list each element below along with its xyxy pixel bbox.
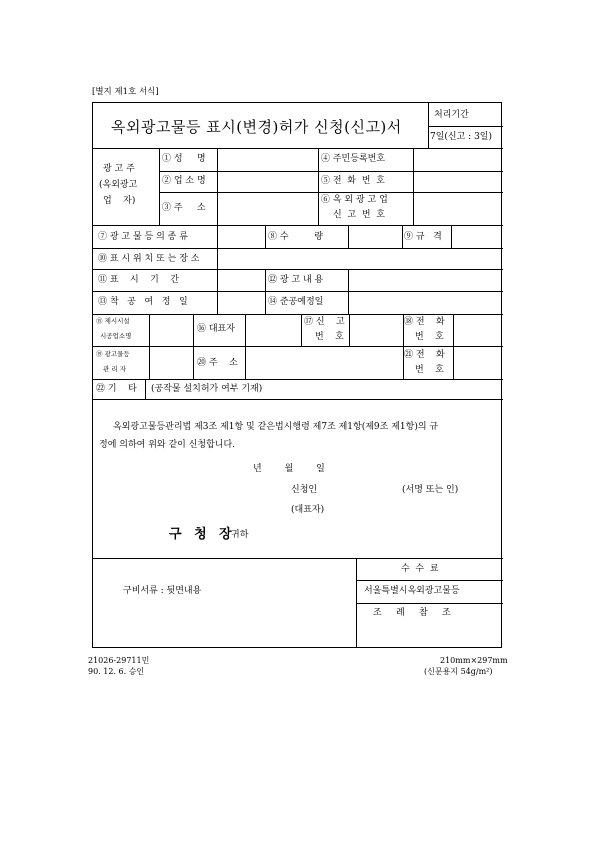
application-form: [92, 102, 502, 648]
fee-reference-2: 조 례 참 조: [373, 608, 451, 618]
label-report: ⑰ 신 고: [304, 317, 345, 327]
label-display-location: ⑩ 표 시 위 치 또 는 장 소: [98, 254, 200, 264]
form-tag: [별지 제1호 서식]: [92, 87, 159, 97]
label-business-name: ② 업 소 명: [162, 176, 206, 186]
approval-date: 90. 12. 6. 승인: [88, 667, 145, 676]
label-address: ③ 주 소: [162, 203, 206, 213]
recipient-honorific: 귀하: [231, 530, 249, 540]
label-representative: ⑯ 대표자: [197, 324, 235, 334]
label-ad-type: ⑦ 광 고 물 등 의 종 류: [98, 232, 188, 242]
label-manager-phone-2: 번 호: [415, 365, 444, 375]
applicant-group-label-2: (옥외광고: [99, 180, 138, 190]
label-display-period: ⑪ 표 시 기 간: [98, 275, 179, 285]
label-registration-number: 신 고 번 호: [333, 210, 385, 220]
label-contractor-phone-2: 번 호: [415, 332, 444, 342]
signature-label: (서명 또는 인): [402, 485, 459, 495]
label-completion-date: ⑭ 준공예정일: [268, 297, 324, 307]
label-report-number: 번 호: [315, 332, 344, 342]
label-quantity: ⑧ 수 량: [268, 232, 323, 242]
required-documents: 구비서류 : 뒷면내용: [123, 586, 202, 596]
label-contractor-2: 시공업소명: [100, 332, 132, 340]
label-contractor: ⑮ 제시시설: [96, 317, 130, 325]
form-title: 옥외광고물등 표시(변경)허가 신청(신고)서: [111, 118, 402, 136]
applicant-group-label-3: 업 자): [103, 196, 136, 206]
declaration-line-2: 정에 의하여 위와 같이 신청합니다.: [99, 440, 236, 450]
label-manager-2: 관 리 자: [103, 365, 126, 373]
processing-period-label: 처리기간: [434, 110, 469, 120]
resident-number-field[interactable]: [414, 149, 502, 170]
label-start-date: ⑬ 착 공 여 정 일: [98, 297, 188, 307]
label-manager-phone: ㉑ 전 화: [404, 350, 445, 360]
declaration-line-1: 옥외광고물등관리법 제3조 제1항 및 같은법시행령 제7조 제1항(제9조 제1항)의 규: [113, 422, 439, 432]
date-line: 년 월 일: [253, 464, 325, 474]
label-phone: ⑤ 전 화 번 호: [321, 176, 385, 186]
form-number: 21026-29711민: [88, 656, 150, 665]
representative-label: (대표자): [291, 505, 325, 515]
paper-type: (신문용지 54g/m²): [424, 667, 493, 676]
label-resident-number: ④ 주민등록번호: [321, 154, 386, 164]
label-manager-address: ⑳ 주 소: [197, 358, 238, 368]
recipient: 구 청 장: [169, 527, 236, 542]
paper-size: 210mm×297mm: [440, 656, 508, 665]
label-size: ⑨ 규 격: [404, 232, 442, 242]
name-field[interactable]: [218, 149, 312, 170]
label-manager: ⑲ 광고물등: [96, 350, 130, 358]
fee-reference: 서울특별시옥외광고물등: [364, 586, 460, 596]
processing-period-value: 7일(신고 : 3일): [430, 132, 493, 142]
other-note: (공작물 설치허가 여부 기재): [151, 384, 263, 394]
label-ad-business: ⑥ 옥 외 광 고 업: [321, 195, 388, 205]
label-ad-content: ⑫ 광 고 내 용: [268, 275, 324, 285]
applicant-group-label: 광 고 주: [103, 164, 135, 174]
label-contractor-phone: ⑱ 전 화: [404, 317, 445, 327]
label-other: ㉒ 기 타: [96, 384, 137, 394]
label-name: ① 성 명: [162, 154, 206, 164]
fee-label: 수 수 료: [401, 564, 439, 574]
applicant-label: 신청인: [291, 485, 318, 495]
